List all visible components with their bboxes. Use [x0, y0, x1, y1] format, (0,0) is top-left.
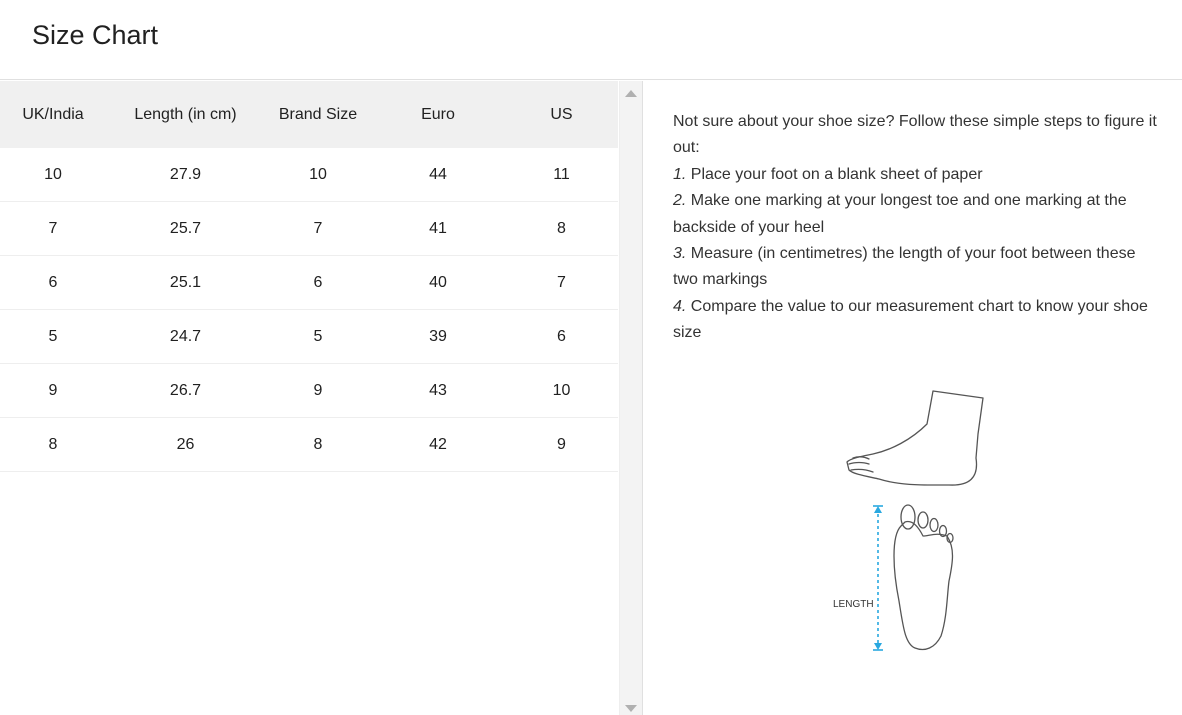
- table-cell: 8: [265, 418, 371, 472]
- scrollbar-track[interactable]: [620, 81, 642, 715]
- instructions-intro: Not sure about your shoe size? Follow these simple steps to figure it out:: [673, 113, 1157, 157]
- table-scrollbar[interactable]: [619, 81, 643, 715]
- length-measure-line: [873, 506, 883, 650]
- scroll-up-arrow-icon[interactable]: [625, 90, 637, 97]
- step-text: Place your foot on a blank sheet of paper: [690, 165, 983, 183]
- table-cell: 5: [0, 310, 106, 364]
- table-cell: 6: [265, 256, 371, 310]
- scroll-down-arrow-icon[interactable]: [625, 705, 637, 712]
- table-cell: 8: [0, 418, 106, 472]
- table-cell: 43: [371, 364, 505, 418]
- column-header-us: US: [505, 81, 618, 148]
- table-cell: 10: [0, 148, 106, 202]
- step-number: 4.: [673, 297, 687, 315]
- table-row: [0, 310, 618, 364]
- table-cell: 10: [505, 364, 618, 418]
- foot-side-view-icon: [847, 391, 983, 485]
- table-cell: 24.7: [106, 310, 265, 364]
- instruction-step: [673, 188, 1163, 241]
- table-cell: 9: [505, 418, 618, 472]
- table-row: [0, 418, 618, 472]
- table-row: [0, 256, 618, 310]
- table-cell: 5: [265, 310, 371, 364]
- table-cell: 40: [371, 256, 505, 310]
- measure-instructions: [673, 109, 1163, 347]
- step-text: Make one marking at your longest toe and one marking at the backside of your heel: [673, 192, 1127, 236]
- table-header-row: [0, 81, 618, 148]
- table-cell: 8: [505, 202, 618, 256]
- table-cell: 26: [106, 418, 265, 472]
- table-cell: 41: [371, 202, 505, 256]
- instruction-step: [673, 162, 1163, 188]
- table-row: [0, 202, 618, 256]
- table-cell: 25.7: [106, 202, 265, 256]
- column-header-euro: Euro: [371, 81, 505, 148]
- table-cell: 44: [371, 148, 505, 202]
- step-text: Compare the value to our measurement chart to know your shoe size: [673, 297, 1148, 342]
- table-cell: 7: [0, 202, 106, 256]
- step-number: 2.: [673, 192, 687, 210]
- length-label: LENGTH: [833, 599, 874, 610]
- table-cell: 9: [265, 364, 371, 418]
- table-cell: 11: [505, 148, 618, 202]
- table-cell: 25.1: [106, 256, 265, 310]
- instruction-step: [673, 241, 1163, 294]
- step-number: 3.: [673, 245, 687, 263]
- page-title: Size Chart: [32, 20, 159, 50]
- instruction-step: [673, 294, 1163, 347]
- table-cell: 7: [505, 256, 618, 310]
- step-text: Measure (in centimetres) the length of your foot between these two markings: [673, 245, 1136, 289]
- table-row: [0, 148, 618, 202]
- table-cell: 9: [0, 364, 106, 418]
- table-cell: 26.7: [106, 364, 265, 418]
- size-table: [0, 81, 618, 472]
- table-cell: 6: [505, 310, 618, 364]
- table-cell: 27.9: [106, 148, 265, 202]
- table-cell: 39: [371, 310, 505, 364]
- column-header-brand-size: Brand Size: [265, 81, 371, 148]
- table-row: [0, 364, 618, 418]
- modal-header: [0, 0, 1182, 80]
- table-cell: 42: [371, 418, 505, 472]
- foot-top-view-icon: [894, 505, 953, 650]
- size-table-pane[interactable]: [0, 81, 619, 715]
- measure-guide-pane: [644, 81, 1182, 715]
- table-cell: 6: [0, 256, 106, 310]
- table-cell: 10: [265, 148, 371, 202]
- table-cell: 7: [265, 202, 371, 256]
- step-number: 1.: [673, 165, 687, 183]
- column-header-uk-india: UK/India: [0, 81, 106, 148]
- foot-measure-illustration: [829, 386, 989, 656]
- column-header-length: Length (in cm): [106, 81, 265, 148]
